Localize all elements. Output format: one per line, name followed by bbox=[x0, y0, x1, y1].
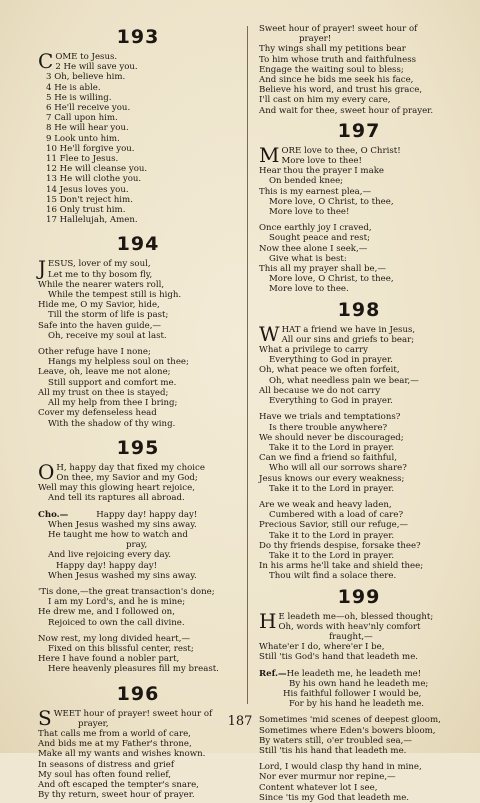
verse-line: 'Tis done,—the great transaction's done; bbox=[38, 586, 215, 597]
verse-line: By waters still, o'er troubled sea,— bbox=[259, 735, 412, 746]
verse-line: Jesus knows our every weakness; bbox=[259, 473, 405, 484]
verse-line: O H, happy day that fixed my choice bbox=[38, 459, 205, 484]
refrain-line: By his own hand he leadeth me; bbox=[289, 678, 429, 689]
chorus-line: When Jesus washed my sins away. bbox=[48, 519, 197, 530]
verse-line: More love to thee! bbox=[281, 156, 362, 167]
verse-line: 12 He will cleanse you. bbox=[46, 164, 148, 175]
verse-line: This is my earnest plea,— bbox=[259, 186, 372, 197]
verse-line: Believe his word, and trust his grace, bbox=[259, 85, 423, 96]
verse-line: COME to Jesus. bbox=[38, 49, 118, 73]
verse-line: Oh, what peace we often forfeit, bbox=[259, 365, 400, 376]
refrain-line: His faithful follower I would be, bbox=[283, 688, 422, 699]
verse-line: prayer, bbox=[78, 718, 109, 729]
drop-cap: C bbox=[38, 49, 54, 73]
verse-line: Sometimes 'mid scenes of deepest gloom, bbox=[259, 715, 441, 726]
hymn-number: 195 bbox=[116, 436, 160, 459]
left-column bbox=[38, 24, 238, 800]
verse-line: MORE love to thee, O Christ! bbox=[259, 142, 401, 167]
verse-line: Hangs my helpless soul on thee; bbox=[48, 357, 189, 368]
verse-line: Take it to the Lord in prayer. bbox=[269, 530, 395, 541]
drop-cap: W bbox=[259, 321, 280, 346]
verse-line: Cumbered with a load of care? bbox=[269, 510, 404, 521]
verse-line: With the shadow of thy wing. bbox=[48, 418, 176, 429]
verse-line: Leave, oh, leave me not alone; bbox=[38, 367, 171, 378]
verse-line: Here heavenly pleasures fill my breast. bbox=[48, 664, 219, 675]
verse-line: Rejoiced to own the call divine. bbox=[48, 617, 185, 628]
verse-line: H E leadeth me—oh, blessed thought; bbox=[259, 608, 434, 633]
verse-line: And oft escaped the tempter's snare, bbox=[38, 779, 199, 790]
verse-line: 16 Only trust him. bbox=[46, 205, 126, 216]
drop-cap: M bbox=[259, 142, 280, 167]
verse-line: 17 Hallelujah, Amen. bbox=[46, 215, 138, 226]
verse-line: I'll cast on him my every care, bbox=[259, 95, 391, 106]
verse-line: Thy wings shall my petitions bear bbox=[259, 44, 406, 55]
verse-line: Oh, receive my soul at last. bbox=[48, 330, 167, 341]
verse-line: WHAT a friend we have in Jesus, bbox=[259, 321, 416, 346]
hymn-198 bbox=[259, 299, 459, 582]
verse-line: This all my prayer shall be,— bbox=[259, 264, 386, 275]
verse-line: 13 He will clothe you. bbox=[46, 174, 142, 185]
verse-line: Take it to the Lord in prayer. bbox=[269, 483, 395, 494]
verse-line: Do thy friends despise, forsake thee? bbox=[259, 540, 421, 551]
hymn-199 bbox=[259, 586, 459, 803]
verse-line: 4 He is able. bbox=[46, 82, 101, 93]
chorus-line: He taught me how to watch and bbox=[48, 529, 188, 540]
verse-line: That calls me from a world of care, bbox=[38, 728, 191, 739]
verse-line: Till the storm of life is past; bbox=[48, 310, 169, 321]
verse-line: Still support and comfort me. bbox=[48, 377, 177, 388]
verse-line: Give what is best: bbox=[269, 253, 347, 264]
verse-line: Here I have found a nobler part, bbox=[38, 654, 180, 665]
verse-line: Whate'er I do, where'er I be, bbox=[259, 642, 385, 653]
verse-line: Thou wilt find a solace there. bbox=[269, 571, 397, 582]
chorus-line: Cho.— Happy day! happy day! bbox=[38, 509, 198, 520]
right-column bbox=[259, 24, 459, 803]
verse-line: Since 'tis my God that leadeth me. bbox=[259, 792, 410, 803]
verse-line: More love to thee! bbox=[269, 207, 350, 218]
verse-line: By thy return, sweet hour of prayer. bbox=[38, 790, 195, 801]
verse-line: JESUS, lover of my soul, bbox=[38, 256, 151, 281]
verse-line: On bended knee; bbox=[269, 176, 344, 187]
refrain-label: Ref.— bbox=[259, 668, 287, 679]
verse-line: He drew me, and I followed on, bbox=[38, 607, 175, 618]
verse-line: Cover my defenseless head bbox=[38, 408, 157, 419]
verse-line: All my help from thee I bring; bbox=[48, 398, 178, 409]
verse-line: And tell its raptures all abroad. bbox=[48, 493, 185, 504]
verse-line: prayer! bbox=[299, 34, 332, 45]
verse-line: Still 'tis God's hand that leadeth me. bbox=[259, 652, 419, 663]
verse-line: 9 Look unto him. bbox=[46, 133, 120, 144]
verse-line: Everything to God in prayer. bbox=[269, 396, 393, 407]
verse-line: 7 Call upon him. bbox=[46, 113, 118, 124]
chorus-line: When Jesus washed my sins away. bbox=[48, 570, 197, 581]
hymn-196 bbox=[38, 683, 238, 801]
verse-line: And since he bids me seek his face, bbox=[259, 75, 414, 86]
hymn-197 bbox=[259, 120, 459, 295]
verse-line: Lord, I would clasp thy hand in mine, bbox=[259, 762, 422, 773]
verse-line: Let me to thy bosom fly, bbox=[48, 269, 153, 280]
verse-line: All our sins and griefs to bear; bbox=[281, 334, 415, 345]
verse-line: Engage the waiting soul to bless; bbox=[259, 64, 404, 75]
verse-line: Make all my wants and wishes known. bbox=[38, 749, 206, 760]
verse-line: Safe into the haven guide,— bbox=[38, 320, 162, 331]
verse-line: More love, O Christ, to thee, bbox=[269, 274, 394, 285]
verse-line: While the tempest still is high. bbox=[48, 290, 182, 301]
verse-line: Take it to the Lord in prayer. bbox=[269, 550, 395, 561]
verse-line: In seasons of distress and grief bbox=[38, 759, 175, 770]
verse-line: Nor ever murmur nor repine,— bbox=[259, 772, 396, 783]
verse-line: Now thee alone I seek,— bbox=[259, 243, 368, 254]
verse-line: On thee, my Savior and my God; bbox=[56, 472, 198, 483]
verse-line: Who will all our sorrows share? bbox=[269, 463, 407, 474]
verse-line: 10 He'll forgive you. bbox=[46, 143, 135, 154]
verse-line: fraught,— bbox=[329, 631, 373, 642]
verse-line: While the nearer waters roll, bbox=[38, 279, 165, 290]
verse-line: And bids me at my Father's throne, bbox=[38, 739, 192, 750]
chorus-line: pray, bbox=[126, 540, 148, 551]
verse-line: More love to thee. bbox=[269, 284, 349, 295]
chorus-label: Cho.— bbox=[38, 509, 69, 520]
hymn-text bbox=[38, 49, 238, 226]
page-number: 187 bbox=[227, 714, 253, 729]
column-divider bbox=[247, 26, 248, 704]
hymn-number: 196 bbox=[116, 682, 160, 705]
drop-cap: J bbox=[38, 256, 47, 281]
verse-line: Fixed on this blissful center, rest; bbox=[48, 643, 194, 654]
verse-line: Have we trials and temptations? bbox=[259, 412, 401, 423]
verse-line: Everything to God in prayer. bbox=[269, 355, 393, 366]
verse-line: Oh, what needless pain we bear,— bbox=[269, 375, 419, 386]
verse-line: Sometimes where Eden's bowers bloom, bbox=[259, 725, 436, 736]
verse-line: Still 'tis his hand that leadeth me. bbox=[259, 745, 407, 756]
verse-line: 3 Oh, believe him. bbox=[46, 72, 126, 83]
verse-line: My soul has often found relief, bbox=[38, 769, 171, 780]
verse-line: Hide me, O my Savior, hide, bbox=[38, 300, 160, 311]
verse-line: Is there trouble anywhere? bbox=[269, 422, 388, 433]
verse-line: Well may this glowing heart rejoice, bbox=[38, 483, 195, 494]
verse-line: What a privilege to carry bbox=[259, 345, 369, 356]
verse-line: Hear thou the prayer I make bbox=[259, 166, 384, 177]
chorus-line: And live rejoicing every day. bbox=[48, 550, 172, 561]
verse-line: SWEET hour of prayer! sweet hour of bbox=[38, 705, 213, 730]
verse-line: To him whose truth and faithfulness bbox=[259, 54, 417, 65]
hymn-number: 199 bbox=[337, 585, 381, 608]
chorus-line: Happy day! happy day! bbox=[56, 560, 158, 571]
verse-line: 5 He is willing. bbox=[46, 92, 112, 103]
verse-line: Take it to the Lord in prayer. bbox=[269, 442, 395, 453]
verse-line: Sweet hour of prayer! sweet hour of bbox=[259, 24, 418, 34]
hymn-number: 197 bbox=[337, 119, 381, 142]
verse-line: Can we find a friend so faithful, bbox=[259, 453, 397, 464]
verse-line: Other refuge have I none; bbox=[38, 347, 151, 358]
hymn-number: 198 bbox=[337, 298, 381, 321]
hymn-196-continued bbox=[259, 24, 459, 116]
verse-line: Oh, words with heav'nly comfort bbox=[278, 621, 421, 632]
hymn-193 bbox=[38, 26, 238, 225]
verse-line: Precious Savior, still our refuge,— bbox=[259, 520, 409, 531]
hymn-number: 194 bbox=[116, 233, 160, 256]
verse-line: All because we do not carry bbox=[259, 385, 381, 396]
hymn-194 bbox=[38, 233, 238, 428]
verse-line: Now rest, my long divided heart,— bbox=[38, 633, 191, 644]
verse-line: I am my Lord's, and he is mine; bbox=[48, 597, 186, 608]
verse-line: Are we weak and heavy laden, bbox=[259, 499, 392, 510]
verse-line: 8 He will hear you. bbox=[46, 123, 129, 134]
drop-cap: H bbox=[259, 608, 277, 633]
verse-line: Content whatever lot I see, bbox=[259, 782, 378, 793]
drop-cap: S bbox=[38, 705, 52, 730]
refrain-line: For by his hand he leadeth me. bbox=[289, 699, 425, 710]
verse-line: And wait for thee, sweet hour of prayer. bbox=[259, 105, 434, 116]
hymn-number: 193 bbox=[116, 26, 160, 48]
verse-line: 14 Jesus loves you. bbox=[46, 184, 129, 195]
verse-line: In his arms he'll take and shield thee; bbox=[259, 561, 424, 572]
verse-line: Sought peace and rest; bbox=[269, 233, 371, 244]
verse-line: All my trust on thee is stayed; bbox=[38, 387, 169, 398]
verse-line: 15 Don't reject him. bbox=[46, 194, 133, 205]
verse-line: 6 He'll receive you. bbox=[46, 103, 131, 114]
verse-line: 2 He will save you. bbox=[55, 62, 138, 73]
verse-line: We should never be discouraged; bbox=[259, 432, 404, 443]
verse-line: Once earthly joy I craved, bbox=[259, 223, 372, 234]
hymn-195 bbox=[38, 437, 238, 675]
refrain-line: Ref.—He leadeth me, he leadeth me! bbox=[259, 668, 422, 679]
verse-line: 11 Flee to Jesus. bbox=[46, 154, 119, 165]
drop-cap: O bbox=[38, 459, 55, 484]
verse-line: More love, O Christ, to thee, bbox=[269, 196, 394, 207]
